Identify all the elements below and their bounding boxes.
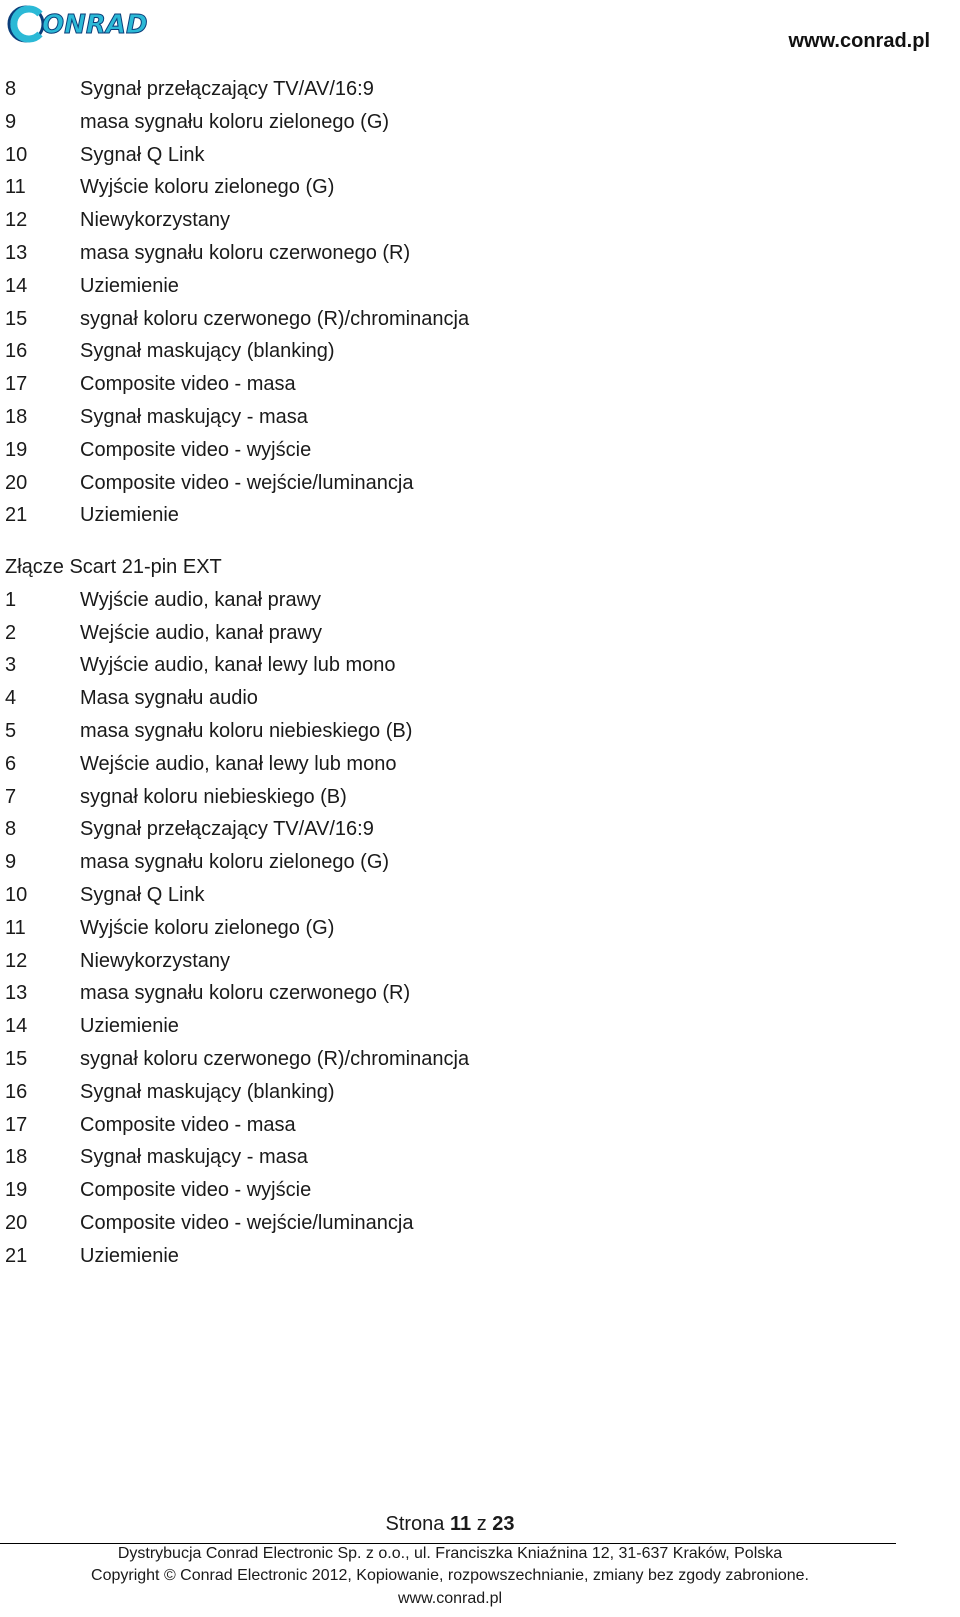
pin-description: Wyjście koloru zielonego (G) (80, 176, 335, 199)
pin-row (5, 617, 905, 650)
pin-description: masa sygnału koloru czerwonego (R) (80, 241, 411, 264)
pin-number: 10 (5, 883, 28, 906)
page-label: Strona (385, 1513, 445, 1535)
pin-row (5, 73, 905, 106)
pin-row (5, 204, 905, 237)
pin-description: Niewykorzystany (80, 209, 231, 232)
page-number (0, 1513, 900, 1536)
pin-row (5, 945, 905, 978)
site-url[interactable]: www.conrad.pl (788, 30, 930, 52)
conrad-logo (6, 2, 164, 44)
pin-description: masa sygnału koloru niebieskiego (B) (80, 719, 413, 742)
pin-description: Uziemienie (80, 504, 179, 527)
pin-number: 16 (5, 1080, 28, 1103)
pin-description: Wyjście audio, kanał prawy (80, 588, 322, 611)
pin-description: Wyjście audio, kanał lewy lub mono (80, 654, 396, 677)
pin-row (5, 401, 905, 434)
pin-description: sygnał koloru czerwonego (R)/chrominancja (80, 307, 470, 330)
pin-number: 3 (5, 654, 17, 677)
pin-number: 4 (5, 687, 17, 710)
section-heading: Złącze Scart 21-pin EXT (5, 556, 222, 578)
pin-description: Niewykorzystany (80, 949, 231, 972)
pin-description: masa sygnału koloru czerwonego (R) (80, 982, 411, 1005)
pin-number: 13 (5, 241, 28, 264)
pin-row (5, 977, 905, 1010)
pin-description: Composite video - masa (80, 373, 296, 396)
pin-row (5, 1109, 905, 1142)
pin-row (5, 813, 905, 846)
pin-description: Sygnał przełączający TV/AV/16:9 (80, 78, 374, 100)
pin-number: 5 (5, 719, 17, 742)
pin-number: 6 (5, 752, 17, 775)
pin-number: 14 (5, 1015, 28, 1038)
pin-number: 9 (5, 851, 17, 874)
pin-row (5, 781, 905, 814)
pin-number: 20 (5, 1211, 28, 1234)
pin-description: masa sygnału koloru zielonego (G) (80, 110, 390, 133)
pin-row (5, 1141, 905, 1174)
pin-number: 11 (5, 176, 26, 199)
pin-number: 14 (5, 274, 28, 297)
pin-row (5, 106, 905, 139)
pin-number: 16 (5, 340, 28, 363)
pin-number: 12 (5, 949, 28, 972)
pin-number: 18 (5, 1146, 28, 1169)
pin-description: Composite video - wejście/luminancja (80, 1211, 414, 1234)
pin-description: Sygnał przełączający TV/AV/16:9 (80, 818, 374, 841)
pin-number: 8 (5, 818, 17, 841)
pin-number: 19 (5, 438, 28, 461)
pin-row (5, 270, 905, 303)
pin-row (5, 1240, 905, 1273)
footer-copyright: Copyright © Conrad Electronic 2012, Kopiowanie, rozpowszechnianie, zmiany bez zgody zabronione. (91, 1567, 809, 1584)
pin-row (5, 682, 905, 715)
pin-number: 15 (5, 1047, 28, 1070)
pin-description: Sygnał Q Link (80, 143, 205, 166)
pin-row (5, 303, 905, 336)
page-of: z (476, 1513, 487, 1535)
pin-number: 15 (5, 307, 28, 330)
pin-number: 2 (5, 621, 17, 644)
pin-row (5, 171, 905, 204)
pin-number: 20 (5, 471, 28, 494)
pin-number: 21 (5, 1244, 28, 1267)
pin-row (5, 467, 905, 500)
pin-description: Uziemienie (80, 274, 179, 297)
scart-ext-section (5, 551, 905, 1273)
page-total: 23 (492, 1513, 515, 1535)
pin-row (5, 499, 905, 532)
pin-description: Sygnał maskujący (blanking) (80, 340, 335, 363)
footer-url[interactable]: www.conrad.pl (397, 1590, 503, 1607)
pin-description: Wyjście koloru zielonego (G) (80, 916, 335, 939)
pin-row (5, 748, 905, 781)
pin-number: 10 (5, 143, 28, 166)
pin-row (5, 368, 905, 401)
pin-description: Sygnał maskujący - masa (80, 405, 308, 428)
pin-description: Composite video - wejście/luminancja (80, 471, 414, 494)
pin-number: 17 (5, 1113, 28, 1136)
pin-description: Wejście audio, kanał prawy (80, 621, 322, 644)
pin-description: sygnał koloru niebieskiego (B) (80, 785, 347, 808)
pin-description: masa sygnału koloru zielonego (G) (80, 851, 390, 874)
pin-row (5, 237, 905, 270)
pin-row (5, 335, 905, 368)
svg-text:ONRAD: ONRAD (42, 10, 148, 40)
pin-description: Composite video - masa (80, 1113, 296, 1136)
pin-number: 19 (5, 1179, 28, 1202)
pin-number: 17 (5, 373, 28, 396)
pin-description: Wejście audio, kanał lewy lub mono (80, 752, 397, 775)
pin-row (5, 584, 905, 617)
pin-description: Masa sygnału audio (80, 687, 258, 710)
pin-number: 8 (5, 78, 17, 100)
pin-number: 18 (5, 405, 28, 428)
pin-description: Sygnał maskujący (blanking) (80, 1080, 335, 1103)
pin-number: 11 (5, 916, 26, 939)
pin-row (5, 912, 905, 945)
pin-description: Uziemienie (80, 1244, 179, 1267)
pin-row (5, 1207, 905, 1240)
pin-list-continued (5, 73, 905, 532)
pin-row (5, 846, 905, 879)
pin-description: Composite video - wyjście (80, 438, 312, 461)
pin-description: Uziemienie (80, 1015, 179, 1038)
pin-description: Composite video - wyjście (80, 1179, 312, 1202)
page-current: 11 (449, 1513, 472, 1535)
pin-row (5, 1043, 905, 1076)
footer-distributor: Dystrybucja Conrad Electronic Sp. z o.o., ul. Franciszka Kniaźnina 12, 31-637 Kraków, Polska (117, 1545, 783, 1562)
pin-description: Sygnał maskujący - masa (80, 1146, 308, 1169)
pin-number: 13 (5, 982, 28, 1005)
pin-number: 9 (5, 110, 17, 133)
pin-number: 1 (5, 588, 17, 611)
pin-row (5, 649, 905, 682)
pin-description: sygnał koloru czerwonego (R)/chrominancja (80, 1047, 470, 1070)
pin-number: 21 (5, 504, 28, 527)
pin-row (5, 434, 905, 467)
pin-row (5, 139, 905, 172)
pin-description: Sygnał Q Link (80, 883, 205, 906)
pin-number: 12 (5, 209, 28, 232)
pin-row (5, 879, 905, 912)
footer-divider (0, 1543, 896, 1544)
pin-row (5, 1174, 905, 1207)
pin-row (5, 1010, 905, 1043)
pin-number: 7 (5, 785, 17, 808)
pin-row (5, 715, 905, 748)
pin-row (5, 1076, 905, 1109)
